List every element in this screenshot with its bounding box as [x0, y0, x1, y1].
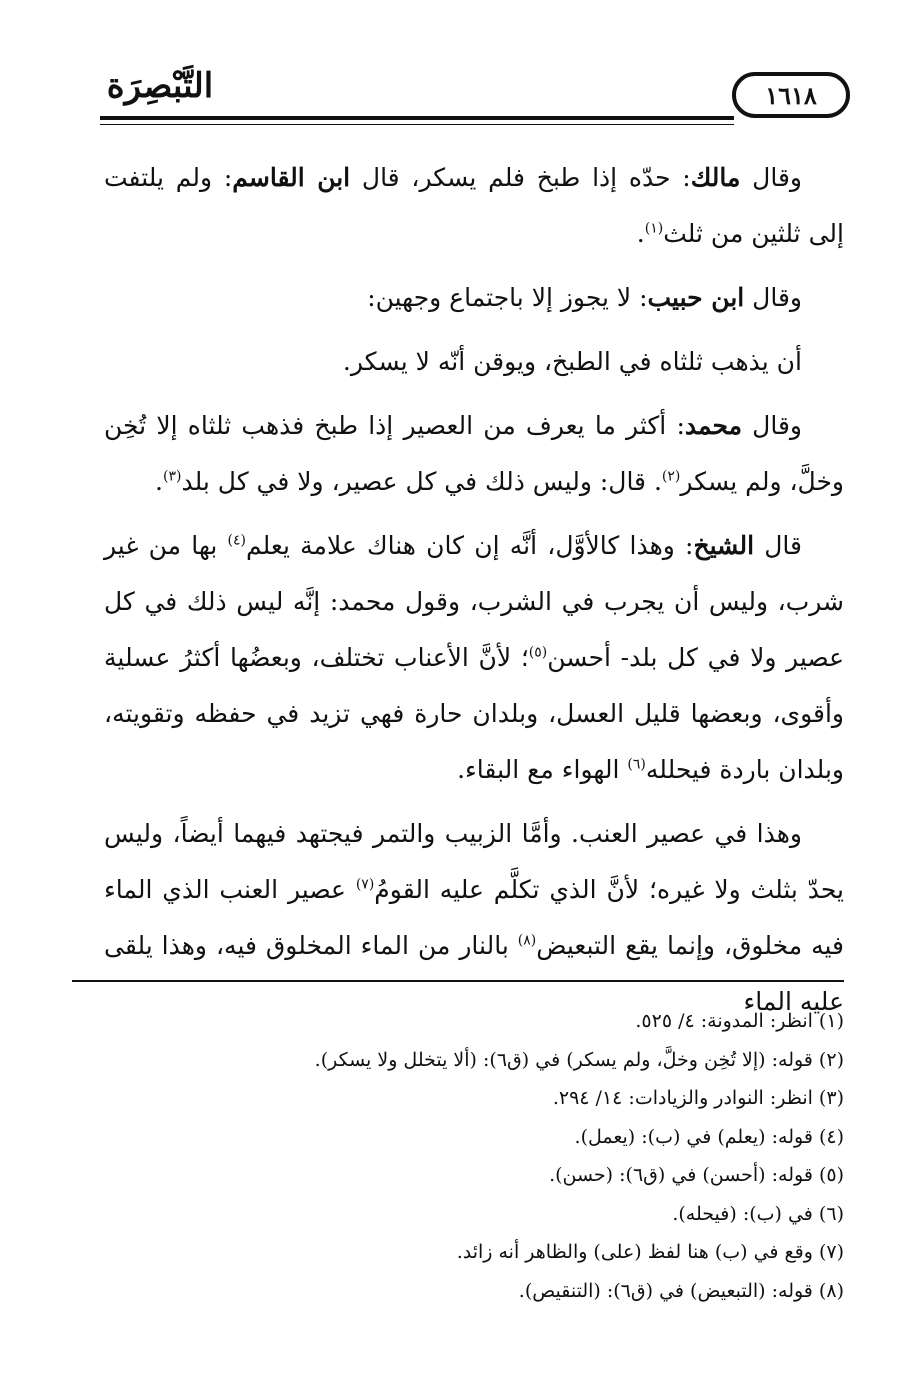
body-text [104, 150, 844, 1038]
header-rule-thin [100, 124, 734, 125]
text-run: : وهذا كالأوَّل، أنَّه إن كان هناك علامة يعلم [246, 531, 694, 560]
footnotes [104, 1002, 844, 1310]
text-run: وهذا في عصير العنب. وأمَّا الزبيب والتمر فيجتهد فيهما أيضاً، وليس يحدّ بثلث ولا غيره؛ لأنَّ الذي تكلَّم عليه القومُ [104, 819, 844, 904]
header-rule [100, 116, 734, 120]
footnote-ref: (٦) [627, 756, 646, 773]
footnote-ref: (٨) [517, 932, 537, 949]
text-run: : حدّه إذا طبخ فلم يسكر، قال [350, 163, 691, 192]
book-title: التَّبْصِرَة [106, 66, 214, 106]
text-run: وقال [741, 411, 802, 440]
text-run: عصير العنب الذي الماء فيه مخلوق، وإنما يقع التبعيض [104, 875, 844, 960]
footnote-ref: (٧) [355, 876, 375, 893]
text-run: : ولم يلتفت إلى ثلثين من ثلث [104, 163, 844, 248]
text-run: بها من غير شرب، وليس أن يجرب في الشرب، وقول محمد: إنَّه ليس ذلك في كل عصير ولا في كل بلد- أحسن [104, 531, 844, 672]
footnote-ref: (١) [644, 220, 664, 237]
footnote: (١) انظر: المدونة: ٤/ ٥٢٥. [635, 1010, 844, 1032]
bold-term: محمد [684, 411, 742, 440]
text-run: . قال: وليس ذلك في كل عصير، ولا في كل بلد [181, 467, 662, 496]
text-run: وقال [744, 283, 802, 312]
footnote: (٧) وقع في (ب) هنا لفظ (على) والظاهر أنه زائد. [456, 1241, 844, 1263]
text-run: بالنار من الماء المخلوق فيه، وهذا يلقى عليه الماء [104, 931, 844, 1016]
text-run: أن يذهب ثلثاه في الطبخ، ويوقن أنّه لا يسكر. [342, 347, 802, 376]
text-run: ؛ لأنَّ الأعناب تختلف، وبعضُها أكثرُ عسلية وأقوى، وبعضها قليل العسل، وبلدان حارة فهي تزيد في حفظه وتقويته، وبلدان باردة فيحلله [104, 643, 844, 784]
bold-term: مالك [690, 163, 741, 192]
text-run: . [155, 467, 163, 496]
bold-term: ابن حبيب [647, 283, 745, 312]
footnote: (٨) قوله: (التبعيض) في (ق٦): (التنقيص). [518, 1279, 844, 1302]
footnote-ref: (٥) [528, 644, 548, 661]
text-run: . [636, 219, 645, 248]
paragraph [104, 806, 844, 1030]
page-header [100, 58, 844, 128]
footnote-ref: (٣) [163, 468, 182, 485]
footnote: (٥) قوله: (أحسن) في (ق٦): (حسن). [549, 1164, 844, 1186]
footnote-ref: (٢) [661, 468, 681, 485]
paragraph [104, 150, 844, 262]
footnote-ref: (٤) [227, 532, 247, 549]
text-run: الهواء مع البقاء. [457, 755, 628, 784]
paragraph [104, 334, 844, 390]
footnote: (٢) قوله: (إلا تُخِن وخلَّ، ولم يسكر) في (ق٦): (ألا يتخلل ولا يسكر). [314, 1048, 844, 1071]
page-number: ١٦١٨ [732, 72, 850, 118]
footnote: (٦) في (ب): (فيحله). [672, 1202, 844, 1225]
paragraph [104, 518, 844, 798]
text-run: : لا يجوز إلا باجتماع وجهين: [367, 283, 648, 312]
paragraph [104, 270, 844, 326]
footnote-separator [72, 980, 844, 982]
text-run: قال [754, 531, 802, 560]
bold-term: الشيخ [693, 531, 755, 560]
text-run: : أكثر ما يعرف من العصير إذا طبخ فذهب ثلثاه إلا تُخِن وخلَّ، ولم يسكر [104, 411, 844, 496]
bold-term: ابن القاسم [232, 163, 351, 192]
footnote: (٣) انظر: النوادر والزيادات: ١٤/ ٢٩٤. [552, 1087, 844, 1109]
paragraph [104, 398, 844, 510]
footnote: (٤) قوله: (يعلم) في (ب): (يعمل). [574, 1125, 844, 1148]
text-run: وقال [740, 163, 802, 192]
